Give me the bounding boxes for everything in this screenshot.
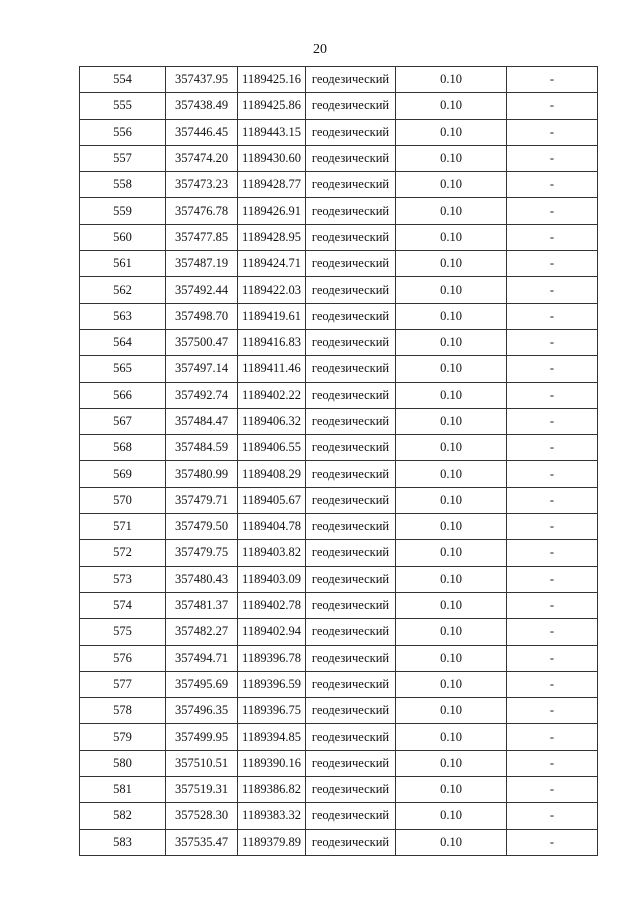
y-coordinate-cell: 1189383.32: [238, 803, 306, 829]
x-coordinate-cell: 357510.51: [166, 750, 238, 776]
table-row: [80, 750, 598, 776]
description-cell: -: [507, 750, 598, 776]
method-cell: геодезический: [306, 750, 396, 776]
x-coordinate-cell: 357500.47: [166, 329, 238, 355]
accuracy-cell: 0.10: [396, 172, 507, 198]
accuracy-cell: 0.10: [396, 829, 507, 855]
y-coordinate-cell: 1189424.71: [238, 251, 306, 277]
y-coordinate-cell: 1189396.78: [238, 645, 306, 671]
y-coordinate-cell: 1189379.89: [238, 829, 306, 855]
x-coordinate-cell: 357479.75: [166, 540, 238, 566]
table-row: [80, 93, 598, 119]
accuracy-cell: 0.10: [396, 461, 507, 487]
method-cell: геодезический: [306, 803, 396, 829]
method-cell: геодезический: [306, 119, 396, 145]
point-number-cell: 575: [80, 619, 166, 645]
y-coordinate-cell: 1189403.09: [238, 566, 306, 592]
accuracy-cell: 0.10: [396, 540, 507, 566]
point-number-cell: 578: [80, 698, 166, 724]
point-number-cell: 562: [80, 277, 166, 303]
table-row: [80, 67, 598, 93]
x-coordinate-cell: 357446.45: [166, 119, 238, 145]
x-coordinate-cell: 357492.44: [166, 277, 238, 303]
method-cell: геодезический: [306, 277, 396, 303]
accuracy-cell: 0.10: [396, 724, 507, 750]
point-number-cell: 576: [80, 645, 166, 671]
method-cell: геодезический: [306, 461, 396, 487]
description-cell: -: [507, 145, 598, 171]
accuracy-cell: 0.10: [396, 303, 507, 329]
method-cell: геодезический: [306, 67, 396, 93]
accuracy-cell: 0.10: [396, 93, 507, 119]
table-row: [80, 829, 598, 855]
x-coordinate-cell: 357480.99: [166, 461, 238, 487]
description-cell: -: [507, 277, 598, 303]
x-coordinate-cell: 357484.47: [166, 408, 238, 434]
point-number-cell: 580: [80, 750, 166, 776]
description-cell: -: [507, 224, 598, 250]
y-coordinate-cell: 1189428.95: [238, 224, 306, 250]
point-number-cell: 558: [80, 172, 166, 198]
point-number-cell: 572: [80, 540, 166, 566]
accuracy-cell: 0.10: [396, 566, 507, 592]
description-cell: -: [507, 382, 598, 408]
table-row: [80, 487, 598, 513]
accuracy-cell: 0.10: [396, 645, 507, 671]
table-row: [80, 119, 598, 145]
point-number-cell: 577: [80, 671, 166, 697]
table-row: [80, 224, 598, 250]
y-coordinate-cell: 1189402.78: [238, 592, 306, 618]
y-coordinate-cell: 1189422.03: [238, 277, 306, 303]
accuracy-cell: 0.10: [396, 435, 507, 461]
y-coordinate-cell: 1189396.59: [238, 671, 306, 697]
table-row: [80, 408, 598, 434]
accuracy-cell: 0.10: [396, 119, 507, 145]
description-cell: -: [507, 698, 598, 724]
x-coordinate-cell: 357476.78: [166, 198, 238, 224]
description-cell: -: [507, 408, 598, 434]
point-number-cell: 557: [80, 145, 166, 171]
point-number-cell: 571: [80, 514, 166, 540]
coordinates-table-body: [80, 67, 598, 856]
point-number-cell: 573: [80, 566, 166, 592]
y-coordinate-cell: 1189404.78: [238, 514, 306, 540]
table-row: [80, 303, 598, 329]
method-cell: геодезический: [306, 435, 396, 461]
method-cell: геодезический: [306, 329, 396, 355]
accuracy-cell: 0.10: [396, 698, 507, 724]
x-coordinate-cell: 357484.59: [166, 435, 238, 461]
table-row: [80, 540, 598, 566]
description-cell: -: [507, 487, 598, 513]
description-cell: -: [507, 329, 598, 355]
method-cell: геодезический: [306, 540, 396, 566]
page-number: 20: [313, 42, 327, 57]
y-coordinate-cell: 1189411.46: [238, 356, 306, 382]
y-coordinate-cell: 1189402.22: [238, 382, 306, 408]
x-coordinate-cell: 357481.37: [166, 592, 238, 618]
y-coordinate-cell: 1189430.60: [238, 145, 306, 171]
y-coordinate-cell: 1189390.16: [238, 750, 306, 776]
y-coordinate-cell: 1189428.77: [238, 172, 306, 198]
description-cell: -: [507, 435, 598, 461]
method-cell: геодезический: [306, 829, 396, 855]
description-cell: -: [507, 514, 598, 540]
x-coordinate-cell: 357492.74: [166, 382, 238, 408]
point-number-cell: 555: [80, 93, 166, 119]
table-row: [80, 382, 598, 408]
x-coordinate-cell: 357479.50: [166, 514, 238, 540]
description-cell: -: [507, 356, 598, 382]
point-number-cell: 574: [80, 592, 166, 618]
x-coordinate-cell: 357437.95: [166, 67, 238, 93]
method-cell: геодезический: [306, 408, 396, 434]
description-cell: -: [507, 671, 598, 697]
y-coordinate-cell: 1189402.94: [238, 619, 306, 645]
x-coordinate-cell: 357519.31: [166, 777, 238, 803]
table-row: [80, 435, 598, 461]
method-cell: геодезический: [306, 619, 396, 645]
table-row: [80, 698, 598, 724]
x-coordinate-cell: 357480.43: [166, 566, 238, 592]
y-coordinate-cell: 1189386.82: [238, 777, 306, 803]
x-coordinate-cell: 357498.70: [166, 303, 238, 329]
point-number-cell: 579: [80, 724, 166, 750]
accuracy-cell: 0.10: [396, 382, 507, 408]
method-cell: геодезический: [306, 724, 396, 750]
table-row: [80, 172, 598, 198]
point-number-cell: 567: [80, 408, 166, 434]
description-cell: -: [507, 645, 598, 671]
method-cell: геодезический: [306, 645, 396, 671]
table-row: [80, 566, 598, 592]
description-cell: -: [507, 119, 598, 145]
point-number-cell: 582: [80, 803, 166, 829]
accuracy-cell: 0.10: [396, 592, 507, 618]
method-cell: геодезический: [306, 356, 396, 382]
x-coordinate-cell: 357477.85: [166, 224, 238, 250]
point-number-cell: 560: [80, 224, 166, 250]
point-number-cell: 566: [80, 382, 166, 408]
point-number-cell: 568: [80, 435, 166, 461]
description-cell: -: [507, 619, 598, 645]
table-row: [80, 356, 598, 382]
description-cell: -: [507, 540, 598, 566]
x-coordinate-cell: 357495.69: [166, 671, 238, 697]
method-cell: геодезический: [306, 777, 396, 803]
coordinates-table: [79, 66, 598, 856]
description-cell: -: [507, 592, 598, 618]
description-cell: -: [507, 566, 598, 592]
table-row: [80, 671, 598, 697]
accuracy-cell: 0.10: [396, 224, 507, 250]
y-coordinate-cell: 1189406.55: [238, 435, 306, 461]
y-coordinate-cell: 1189443.15: [238, 119, 306, 145]
point-number-cell: 581: [80, 777, 166, 803]
description-cell: -: [507, 198, 598, 224]
description-cell: -: [507, 829, 598, 855]
method-cell: геодезический: [306, 224, 396, 250]
description-cell: -: [507, 803, 598, 829]
x-coordinate-cell: 357497.14: [166, 356, 238, 382]
table-row: [80, 145, 598, 171]
x-coordinate-cell: 357487.19: [166, 251, 238, 277]
method-cell: геодезический: [306, 145, 396, 171]
accuracy-cell: 0.10: [396, 67, 507, 93]
description-cell: -: [507, 724, 598, 750]
description-cell: -: [507, 172, 598, 198]
accuracy-cell: 0.10: [396, 198, 507, 224]
accuracy-cell: 0.10: [396, 356, 507, 382]
description-cell: -: [507, 67, 598, 93]
accuracy-cell: 0.10: [396, 619, 507, 645]
y-coordinate-cell: 1189403.82: [238, 540, 306, 566]
point-number-cell: 583: [80, 829, 166, 855]
y-coordinate-cell: 1189406.32: [238, 408, 306, 434]
point-number-cell: 559: [80, 198, 166, 224]
y-coordinate-cell: 1189416.83: [238, 329, 306, 355]
y-coordinate-cell: 1189425.86: [238, 93, 306, 119]
method-cell: геодезический: [306, 303, 396, 329]
accuracy-cell: 0.10: [396, 514, 507, 540]
table-row: [80, 803, 598, 829]
accuracy-cell: 0.10: [396, 145, 507, 171]
accuracy-cell: 0.10: [396, 487, 507, 513]
description-cell: -: [507, 777, 598, 803]
x-coordinate-cell: 357535.47: [166, 829, 238, 855]
x-coordinate-cell: 357528.30: [166, 803, 238, 829]
x-coordinate-cell: 357479.71: [166, 487, 238, 513]
point-number-cell: 570: [80, 487, 166, 513]
x-coordinate-cell: 357482.27: [166, 619, 238, 645]
method-cell: геодезический: [306, 172, 396, 198]
method-cell: геодезический: [306, 514, 396, 540]
description-cell: -: [507, 461, 598, 487]
x-coordinate-cell: 357438.49: [166, 93, 238, 119]
x-coordinate-cell: 357496.35: [166, 698, 238, 724]
accuracy-cell: 0.10: [396, 803, 507, 829]
x-coordinate-cell: 357473.23: [166, 172, 238, 198]
table-row: [80, 461, 598, 487]
accuracy-cell: 0.10: [396, 777, 507, 803]
accuracy-cell: 0.10: [396, 329, 507, 355]
y-coordinate-cell: 1189419.61: [238, 303, 306, 329]
point-number-cell: 554: [80, 67, 166, 93]
table-row: [80, 251, 598, 277]
method-cell: геодезический: [306, 251, 396, 277]
point-number-cell: 561: [80, 251, 166, 277]
y-coordinate-cell: 1189426.91: [238, 198, 306, 224]
y-coordinate-cell: 1189425.16: [238, 67, 306, 93]
table-row: [80, 777, 598, 803]
table-row: [80, 514, 598, 540]
point-number-cell: 569: [80, 461, 166, 487]
y-coordinate-cell: 1189396.75: [238, 698, 306, 724]
y-coordinate-cell: 1189408.29: [238, 461, 306, 487]
accuracy-cell: 0.10: [396, 750, 507, 776]
table-row: [80, 592, 598, 618]
description-cell: -: [507, 251, 598, 277]
table-row: [80, 198, 598, 224]
point-number-cell: 564: [80, 329, 166, 355]
y-coordinate-cell: 1189405.67: [238, 487, 306, 513]
method-cell: геодезический: [306, 198, 396, 224]
method-cell: геодезический: [306, 487, 396, 513]
method-cell: геодезический: [306, 698, 396, 724]
table-row: [80, 619, 598, 645]
accuracy-cell: 0.10: [396, 671, 507, 697]
method-cell: геодезический: [306, 93, 396, 119]
method-cell: геодезический: [306, 566, 396, 592]
x-coordinate-cell: 357474.20: [166, 145, 238, 171]
method-cell: геодезический: [306, 592, 396, 618]
description-cell: -: [507, 93, 598, 119]
accuracy-cell: 0.10: [396, 251, 507, 277]
x-coordinate-cell: 357499.95: [166, 724, 238, 750]
point-number-cell: 565: [80, 356, 166, 382]
x-coordinate-cell: 357494.71: [166, 645, 238, 671]
table-row: [80, 645, 598, 671]
point-number-cell: 556: [80, 119, 166, 145]
accuracy-cell: 0.10: [396, 277, 507, 303]
table-row: [80, 329, 598, 355]
table-row: [80, 724, 598, 750]
table-row: [80, 277, 598, 303]
y-coordinate-cell: 1189394.85: [238, 724, 306, 750]
method-cell: геодезический: [306, 671, 396, 697]
point-number-cell: 563: [80, 303, 166, 329]
method-cell: геодезический: [306, 382, 396, 408]
description-cell: -: [507, 303, 598, 329]
accuracy-cell: 0.10: [396, 408, 507, 434]
